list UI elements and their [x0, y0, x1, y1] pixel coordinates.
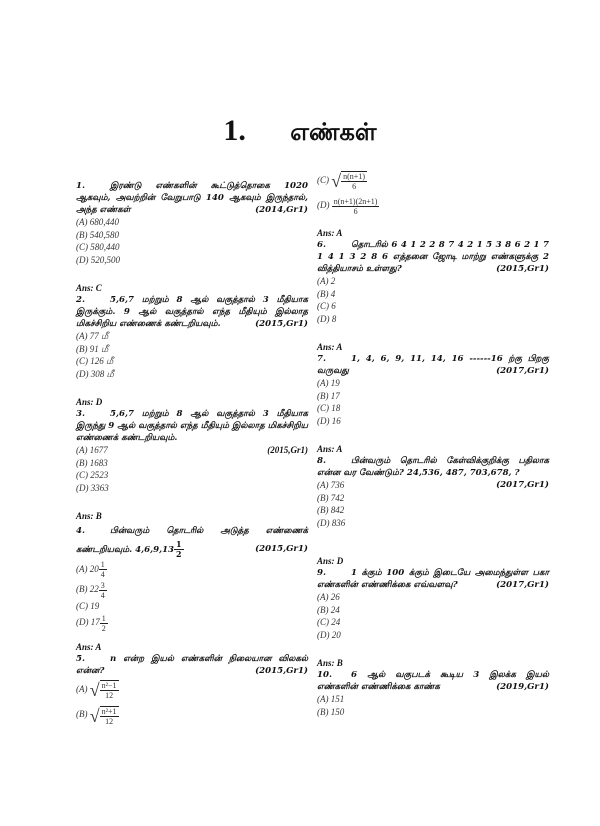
- fraction: $\frac{1}{2}$: [176, 539, 182, 559]
- option: (C) 6: [317, 301, 336, 312]
- option: (D) 20: [317, 629, 341, 640]
- question-year: (2015,Gr1): [496, 264, 549, 275]
- question-4: [76, 522, 308, 653]
- answer: Ans: A: [317, 228, 343, 239]
- question-text: 9. 1 க்கும் 100 க்கும் இடையே அமைந்துள்ள பகா எண்களின் எண்ணிக்கை எவ்வளவு? (2017,Gr1): [317, 568, 549, 591]
- question-7: [317, 353, 549, 455]
- question-10: [317, 669, 549, 718]
- option: (A) 26: [317, 592, 340, 603]
- option: (A) 1677 (2015,Gr1): [76, 445, 308, 455]
- option: (C) 24: [317, 617, 341, 628]
- chapter-number: 1.: [223, 114, 246, 147]
- answer: Ans: A: [76, 641, 102, 652]
- question-text: 4. பின்வரும் தொடரில் அடுத்த எண்ணைக் கண்டறியவும். 4,6,9,13 $\frac{1}{2}$ (2015,Gr1): [76, 526, 308, 559]
- option: (C) 19: [76, 600, 100, 611]
- option: (D) 836: [317, 517, 346, 528]
- option: (C) 2523: [76, 470, 109, 480]
- option: (D) 520,500: [76, 254, 120, 265]
- option: (D) 16: [317, 415, 341, 426]
- option: (B) 540,580: [76, 229, 119, 240]
- question-text: 3. 5,6,7 மற்றும் 8 ஆல் வகுத்தால் 3 மீதியாக இருந்து 9 ஆல் வகுத்தால் எந்த மீதியும் இல்லாத மிகச்சிறிய எண்ணைக் கண்டறியவும்.: [76, 409, 308, 443]
- answer: Ans: A: [317, 342, 343, 353]
- question-text: 7. 1, 4, 6, 9, 11, 14, 16 ------16 ற்கு பிறகு வருவது (2017,Gr1): [317, 354, 549, 377]
- question-9: [317, 567, 549, 669]
- question-text: 2. 5,6,7 மற்றும் 8 ஆல் வகுத்தால் 3 மீதியாக இருக்கும். 9 ஆல் வகுத்தால் எந்த மீதியும் இல்லாத மிகச்சிறிய எண்ணைக் கண்டறியவும். (2015,Gr1): [76, 295, 308, 329]
- option: (C) 126 மீ: [76, 356, 114, 366]
- chapter-heading: [0, 114, 600, 149]
- question-2: [76, 294, 308, 408]
- option: (B) √ $\frac{\text{n²+1}}{12}$: [76, 702, 308, 727]
- square-root: √ $\frac{\text{n²−1}}{12}$: [89, 680, 117, 701]
- square-root: √ $\frac{n(n+1)}{6}$: [331, 171, 365, 192]
- square-root: √ $\frac{\text{n²+1}}{12}$: [89, 705, 117, 726]
- question-text: 1. இரண்டு எண்களின் கூட்டுத்தொகை 1020 ஆகவும், அவற்றின் வேறுபாடு 140 ஆகவும் இருந்தால், அந்த எண்கள் (2014,Gr1): [76, 181, 308, 215]
- answer: Ans: B: [76, 511, 102, 521]
- question-3: [76, 408, 308, 522]
- answer: Ans: B: [317, 658, 343, 669]
- option: (B) 742: [317, 492, 345, 503]
- question-year: (2017,Gr1): [496, 480, 549, 491]
- option: (A) √ $\frac{\text{n²−1}}{12}$: [76, 677, 308, 702]
- question-text: 6. தொடரில் 6 4 1 2 2 8 7 4 2 1 5 3 8 6 2 1 7 1 4 1 3 2 8 6 எத்தனை ஜோடி மாற்று எண்களுக்கு 2 வித்தியாசம் உள்ளது? (2015,Gr1): [317, 240, 549, 275]
- option: (A) 19: [317, 378, 340, 389]
- option: (B) 22 $\frac{3}{4}$: [76, 580, 105, 600]
- option: (A) 151: [317, 694, 345, 705]
- question-year: (2015,Gr1): [255, 665, 308, 676]
- option: (B) 17: [317, 390, 340, 401]
- left-column: [76, 180, 308, 728]
- option: (D) 8: [317, 313, 337, 324]
- question-6: [317, 239, 549, 353]
- option: (D) 17 $\frac{1}{2}$: [76, 613, 106, 633]
- option: (A) 20 $\frac{1}{4}$: [76, 560, 105, 580]
- question-5-continued: [317, 168, 549, 239]
- fraction: $\frac{n(n+1)(2n+1)}{6}$: [333, 196, 378, 216]
- question-text: 10. 6 ஆல் வகுபடக் கூடிய 3 இலக்க இயல் எண்களின் எண்ணிக்கை காண்க (2019,Gr1): [317, 670, 549, 693]
- option: (B) 842: [317, 505, 345, 516]
- question-8: [317, 455, 549, 567]
- question-year: (2014,Gr1): [255, 205, 308, 215]
- question-year: (2015,Gr1): [255, 544, 308, 554]
- answer: Ans: D: [76, 397, 103, 407]
- option: (B) 4: [317, 288, 336, 299]
- question-year: (2015,Gr1): [267, 445, 308, 455]
- question-year: (2015,Gr1): [255, 319, 308, 329]
- question-year: (2017,Gr1): [496, 366, 549, 377]
- fraction: $\frac{1}{4}$: [100, 560, 105, 580]
- question-text: 5. n என்ற இயல் எண்களின் நிலையான விலகல் என்ன? (2015,Gr1): [76, 653, 308, 676]
- question-year: (2019,Gr1): [496, 682, 549, 693]
- question-5: [76, 653, 308, 728]
- option: (B) 150: [317, 706, 345, 717]
- fraction: $\frac{1}{2}$: [101, 613, 106, 633]
- answer: Ans: D: [317, 556, 344, 567]
- question-1: [76, 180, 308, 294]
- option: (B) 1683: [76, 457, 108, 468]
- option: (C) √ $\frac{n(n+1)}{6}$: [317, 168, 549, 193]
- option: (A) 2: [317, 276, 336, 287]
- question-text: 8. பின்வரும் தொடரில் கேள்விக்குறிக்கு பதிலாக என்ன வர வேண்டும்? 24,536, 487, 703,678, ? (2017,Gr1): [317, 456, 549, 491]
- option: (A) 680,440: [76, 217, 119, 227]
- option: (B) 91 மீ: [76, 343, 109, 354]
- option: (B) 24: [317, 604, 340, 615]
- question-year: (2017,Gr1): [496, 580, 549, 591]
- answer: Ans: A: [317, 444, 343, 455]
- option: (D) 308 மீ: [76, 368, 114, 379]
- right-column: [317, 168, 549, 718]
- option: (C) 18: [317, 403, 341, 414]
- option: (D) $\frac{n(n+1)(2n+1)}{6}$: [317, 196, 378, 216]
- option: (D) 3363: [76, 482, 109, 493]
- fraction: $\frac{3}{4}$: [100, 580, 105, 600]
- answer: Ans: C: [76, 283, 102, 293]
- option: (A) 77 மீ: [76, 331, 109, 341]
- option: (A) 736: [317, 480, 345, 491]
- chapter-title: எண்கள்: [290, 117, 377, 146]
- option: (C) 580,440: [76, 242, 120, 252]
